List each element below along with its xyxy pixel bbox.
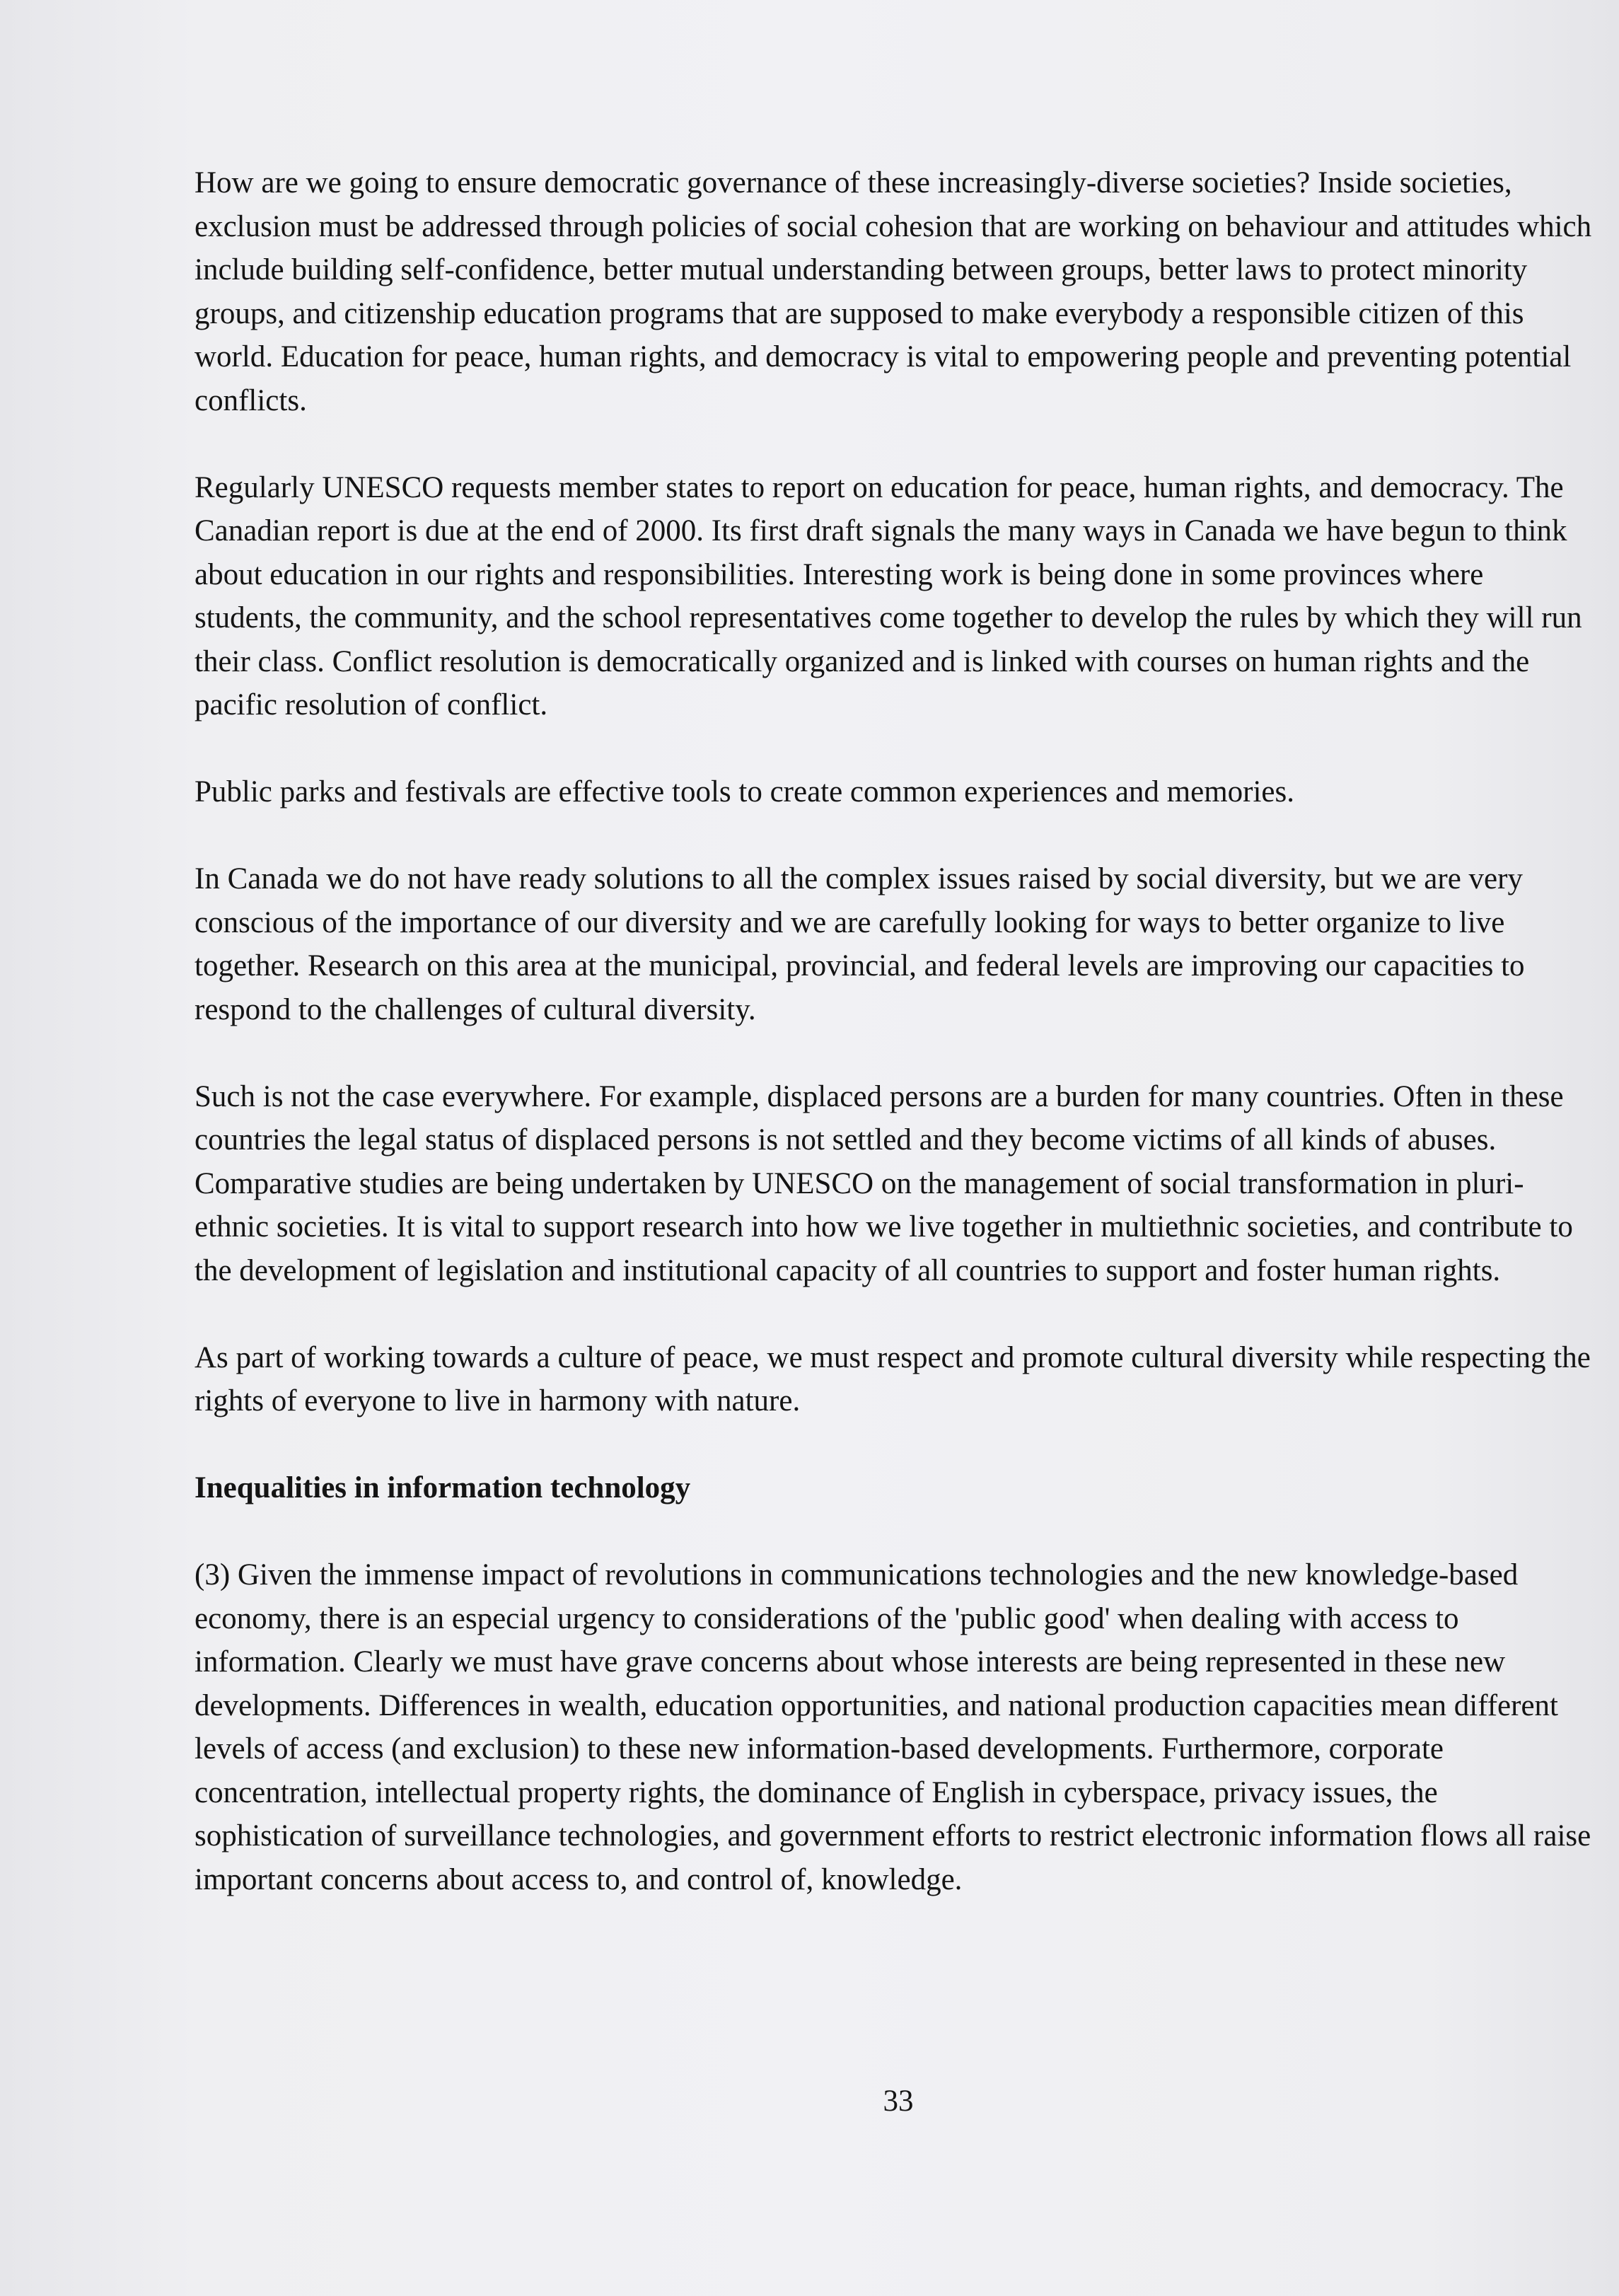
paragraph-spacer bbox=[195, 727, 1595, 771]
page-number: 33 bbox=[883, 2085, 914, 2118]
paragraph-democratic-governance: How are we going to ensure democratic governance of these increasingly-diverse societies? Inside societies, exclusion must be addressed through policies of social cohesion that are working on behaviour and attitudes which include building self-confidence, better mutual understanding between groups, better laws to protect minority groups, and citizenship education programs that are supposed to make everybody a responsible citizen of this world. Education for peace, human rights, and democracy is vital to empowering people and preventing potential conflicts. bbox=[195, 166, 1592, 417]
section-heading: Inequalities in information technology bbox=[195, 1471, 691, 1504]
paragraph-spacer bbox=[195, 1292, 1595, 1336]
paragraph-spacer bbox=[195, 422, 1595, 466]
paragraph-spacer bbox=[195, 1510, 1595, 1554]
paragraph-culture-of-peace: As part of working towards a culture of peace, we must respect and promote cultural diversity while respecting the rights of everyone to live in harmony with nature. bbox=[195, 1340, 1591, 1417]
paragraph-displaced-persons: Such is not the case everywhere. For example, displaced persons are a burden for many countries. Often in these countries the legal status of displaced persons is not settled and they become victims of all kinds of abuses. Comparative studies are being undertaken by UNESCO on the management of social transformation in pluri-ethnic societies. It is vital to support research into how we live together in multiethnic societies, and contribute to the development of legislation and institutional capacity of all countries to support and foster human rights. bbox=[195, 1079, 1573, 1287]
paragraph-canada-diversity: In Canada we do not have ready solutions to all the complex issues raised by social diversity, but we are very conscious of the importance of our diversity and we are carefully looking for ways to better organize to live together. Research on this area at the municipal, provincial, and federal levels are improving our capacities to respond to the challenges of cultural diversity. bbox=[195, 862, 1525, 1026]
paragraph-spacer bbox=[195, 1423, 1595, 1467]
paragraph-unesco-report: Regularly UNESCO requests member states to report on education for peace, human rights, and democracy. The Canadian report is due at the end of 2000. Its first draft signals the many ways in Canada we have begun to think about education in our rights and responsibilities. Interesting work is being done in some provinces where students, the community, and the school representatives come together to develop the rules by which they will run their class. Conflict resolution is democratically organized and is linked with courses on human rights and the pacific resolution of conflict. bbox=[195, 470, 1582, 721]
paragraph-public-parks: Public parks and festivals are effective tools to create common experiences and memories. bbox=[195, 775, 1294, 808]
paragraph-spacer bbox=[195, 1031, 1595, 1075]
body-text bbox=[195, 161, 1595, 1901]
paragraph-spacer bbox=[195, 814, 1595, 858]
paragraph-information-technology: (3) Given the immense impact of revolutions in communications technologies and the new knowledge-based economy, there is an especial urgency to considerations of the 'public good' when dealing with access to information. Clearly we must have grave concerns about whose interests are being represented in these new developments. Differences in wealth, education opportunities, and national production capacities mean different levels of access (and exclusion) to these new information-based developments. Furthermore, corporate concentration, intellectual property rights, the dominance of English in cyberspace, privacy issues, the sophistication of surveillance technologies, and government efforts to restrict electronic information flows all raise important concerns about access to, and control of, knowledge. bbox=[195, 1558, 1591, 1896]
